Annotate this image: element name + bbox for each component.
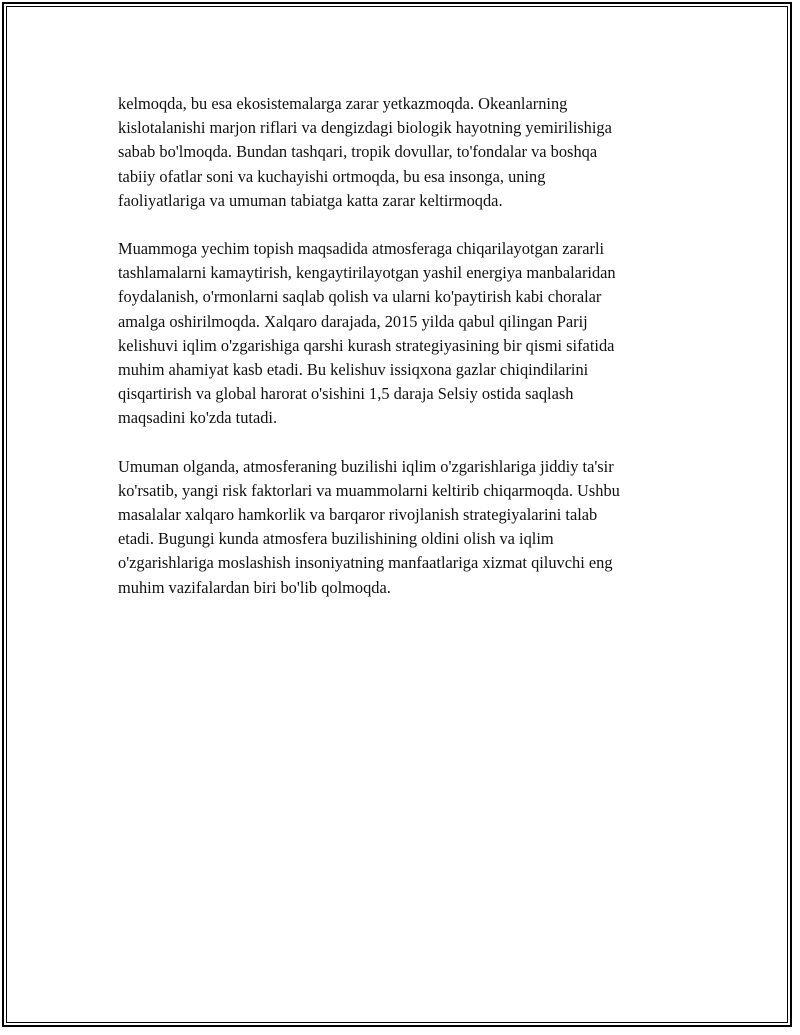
paragraph-3: Umuman olganda, atmosferaning buzilishi iqlim o'zgarishlariga jiddiy ta'sir ko'rsatib, yangi risk faktorlari va muammolarni keltirib chiqarmoqda. Ushbu masalalar xalqaro hamkorlik va barqaror rivojlanish strategiyalarini talab etadi. Bugungi kunda atmosfera buzilishining oldini olish va iqlim o'zgarishlariga moslashish insoniyatning manfaatlariga xizmat qiluvchi eng muhim vazifalardan biri bo'lib qolmoqda. [118,456,620,597]
document-body [118,92,698,624]
paragraph-2: Muammoga yechim topish maqsadida atmosferaga chiqarilayotgan zararli tashlamalarni kamaytirish, kengaytirilayotgan yashil energiya manbalaridan foydalanish, o'rmonlarni saqlab qolish va ularni ko'paytirish kabi choralar amalga oshirilmoqda. Xalqaro darajada, 2015 yilda qabul qilingan Parij kelishuvi iqlim o'zgarishiga qarshi kurash strategiyasining bir qismi sifatida muhim ahamiyat kasb etadi. Bu kelishuv issiqxona gazlar chiqindilarini qisqartirish va global harorat o'sishini 1,5 daraja Selsiy ostida saqlash maqsadini ko'zda tutadi. [118,239,616,428]
paragraph-1: kelmoqda, bu esa ekosistemalarga zarar yetkazmoqda. Okeanlarning kislotalanishi marjon riflari va dengizdagi biologik hayotning yemirilishiga sabab bo'lmoqda. Bundan tashqari, tropik dovullar, to'fondalar va boshqa tabiiy ofatlar soni va kuchayishi ortmoqda, bu esa insonga, uning faoliyatlariga va umuman tabiatga katta zarar keltirmoqda. [118,94,612,210]
